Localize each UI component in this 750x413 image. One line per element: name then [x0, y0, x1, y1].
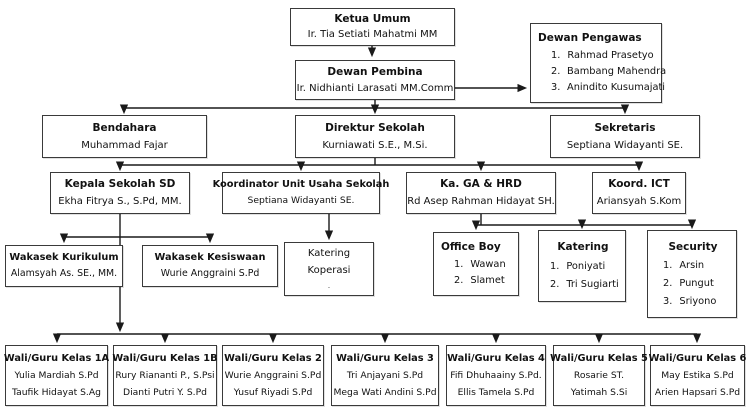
- node-dewan-pengawas: [530, 23, 667, 103]
- node-title: Wakasek Kesiswaan: [154, 251, 266, 263]
- node-person: Rd Asep Rahman Hidayat SH.: [407, 196, 555, 207]
- node-kelas-1a: [5, 345, 108, 406]
- item-number: 2.: [454, 275, 464, 287]
- list-line: Katering: [307, 248, 351, 260]
- list-item: [536, 65, 667, 77]
- item-number: 2.: [551, 65, 561, 77]
- node-person: Fifi Dhuhaainy S.Pd.: [450, 369, 542, 381]
- node-title: Koord. ICT: [608, 178, 670, 191]
- node-sekretaris: [550, 115, 700, 158]
- item-number: 1.: [550, 260, 560, 272]
- node-wakasek-kesiswaan: [142, 245, 278, 287]
- node-kelas-5: [550, 345, 648, 406]
- list-item: [536, 50, 656, 61]
- list-item: [653, 260, 731, 271]
- node-bendahara: [42, 115, 207, 158]
- item-name: Slamet: [470, 275, 505, 287]
- node-person: Wurie Anggraini S.Pd: [224, 369, 322, 381]
- node-kelas-4: [446, 345, 546, 406]
- node-person: Ekha Fitrya S., S.Pd, MM.: [58, 196, 182, 207]
- node-koordinator-unit-usaha: [212, 172, 390, 214]
- item-name: Poniyati: [566, 260, 606, 272]
- node-kelas-1b: [113, 345, 217, 406]
- node-person: Ir. Tia Setiati Mahatmi MM: [307, 29, 438, 41]
- node-person: Mega Wati Andini S.Pd: [333, 386, 437, 398]
- node-dewan-pembina: [295, 60, 455, 100]
- node-title: Wali/Guru Kelas 1B: [112, 352, 218, 364]
- node-person: Yusuf Riyadi S.Pd: [233, 386, 313, 398]
- node-person: Ellis Tamela S.Pd: [457, 386, 535, 398]
- node-title: Direktur Sekolah: [325, 121, 425, 134]
- list-item: [439, 259, 513, 270]
- node-katering: [538, 230, 626, 302]
- node-person: Dianti Putri Y. S.Pd: [123, 386, 207, 398]
- item-name: Arsin: [679, 259, 705, 271]
- node-person: Alamsyah As. SE., MM.: [10, 268, 118, 280]
- node-title: Wali/Guru Kelas 6: [648, 352, 747, 364]
- item-number: 1.: [454, 258, 464, 270]
- item-number: 1.: [551, 49, 561, 61]
- node-person: Yulia Mardiah S.Pd: [14, 369, 99, 381]
- list-item: [544, 279, 620, 290]
- node-title: Wali/Guru Kelas 2: [224, 352, 322, 364]
- item-name: Sriyono: [679, 295, 717, 307]
- node-ka-ga-hrd: [406, 172, 556, 214]
- list-item: [653, 296, 731, 307]
- node-security: [647, 230, 737, 318]
- node-kelas-2: [222, 345, 324, 406]
- node-title: Wali/Guru Kelas 1A: [3, 352, 110, 364]
- node-person: Arien Hapsari S.Pd: [654, 386, 741, 398]
- node-office-boy: [433, 232, 519, 296]
- item-number: 3.: [551, 82, 561, 94]
- node-ketua-umum: [290, 8, 455, 46]
- item-number: 2.: [550, 279, 560, 291]
- node-title: Wali/Guru Kelas 4: [447, 352, 545, 364]
- node-title: Ka. GA & HRD: [440, 178, 522, 191]
- node-title: Wali/Guru Kelas 3: [336, 352, 434, 364]
- node-title: Ketua Umum: [334, 13, 411, 26]
- node-title: Wali/Guru Kelas 5: [550, 352, 648, 364]
- node-title: Dewan Pembina: [327, 65, 423, 78]
- node-person: Rosarie ST.: [573, 369, 625, 381]
- node-person: Taufik Hidayat S.Ag: [12, 386, 101, 398]
- node-title: Sekretaris: [594, 121, 656, 134]
- list-item: [653, 278, 731, 289]
- list-line: .: [327, 281, 331, 290]
- list-item: [536, 82, 666, 94]
- node-direktur-sekolah: [295, 115, 455, 158]
- node-person: Wurie Anggraini S.Pd: [160, 268, 260, 280]
- node-person: Rury Riananti P., S.Psi: [115, 369, 215, 381]
- node-koord-ict: [592, 172, 686, 214]
- item-name: Rahmad Prasetyo: [567, 49, 654, 61]
- node-title: Office Boy: [441, 241, 501, 254]
- item-number: 1.: [663, 259, 673, 271]
- node-person: May Estika S.Pd: [661, 369, 734, 381]
- item-name: Tri Sugiarti: [566, 279, 619, 291]
- node-person: Tri Anjayani S.Pd: [346, 369, 424, 381]
- item-name: Anindito Kusumajati: [567, 82, 666, 94]
- node-person: Kurniawati S.E., M.Si.: [322, 139, 428, 151]
- list-line: Koperasi: [307, 264, 351, 276]
- item-number: 3.: [663, 295, 673, 307]
- node-unit-usaha-list: [284, 242, 374, 296]
- node-wakasek-kurikulum: [5, 245, 123, 287]
- item-name: Pungut: [679, 277, 714, 289]
- list-item: [544, 261, 620, 272]
- node-person: Ariansyah S.Kom: [596, 196, 682, 207]
- node-title: Wakasek Kurikulum: [9, 251, 119, 263]
- item-number: 2.: [663, 277, 673, 289]
- node-person: Ir. Nidhianti Larasati MM.Comm: [296, 82, 454, 94]
- list-item: [439, 275, 513, 286]
- item-name: Bambang Mahendra: [567, 65, 667, 77]
- node-title: Katering: [557, 241, 609, 254]
- node-title: Koordinator Unit Usaha Sekolah: [212, 179, 390, 191]
- node-title: Kepala Sekolah SD: [64, 178, 176, 191]
- node-kelas-6: [650, 345, 745, 406]
- node-person: Yatimah S.Si: [570, 386, 628, 398]
- node-kelas-3: [331, 345, 439, 406]
- node-person: Muhammad Fajar: [81, 139, 168, 151]
- node-kepala-sekolah-sd: [50, 172, 190, 214]
- node-person: Septiana Widayanti SE.: [247, 195, 355, 207]
- item-name: Wawan: [470, 258, 506, 270]
- node-title: Security: [668, 240, 718, 253]
- node-title: Dewan Pengawas: [538, 32, 642, 45]
- node-person: Septiana Widayanti SE.: [566, 139, 684, 151]
- node-title: Bendahara: [92, 121, 157, 134]
